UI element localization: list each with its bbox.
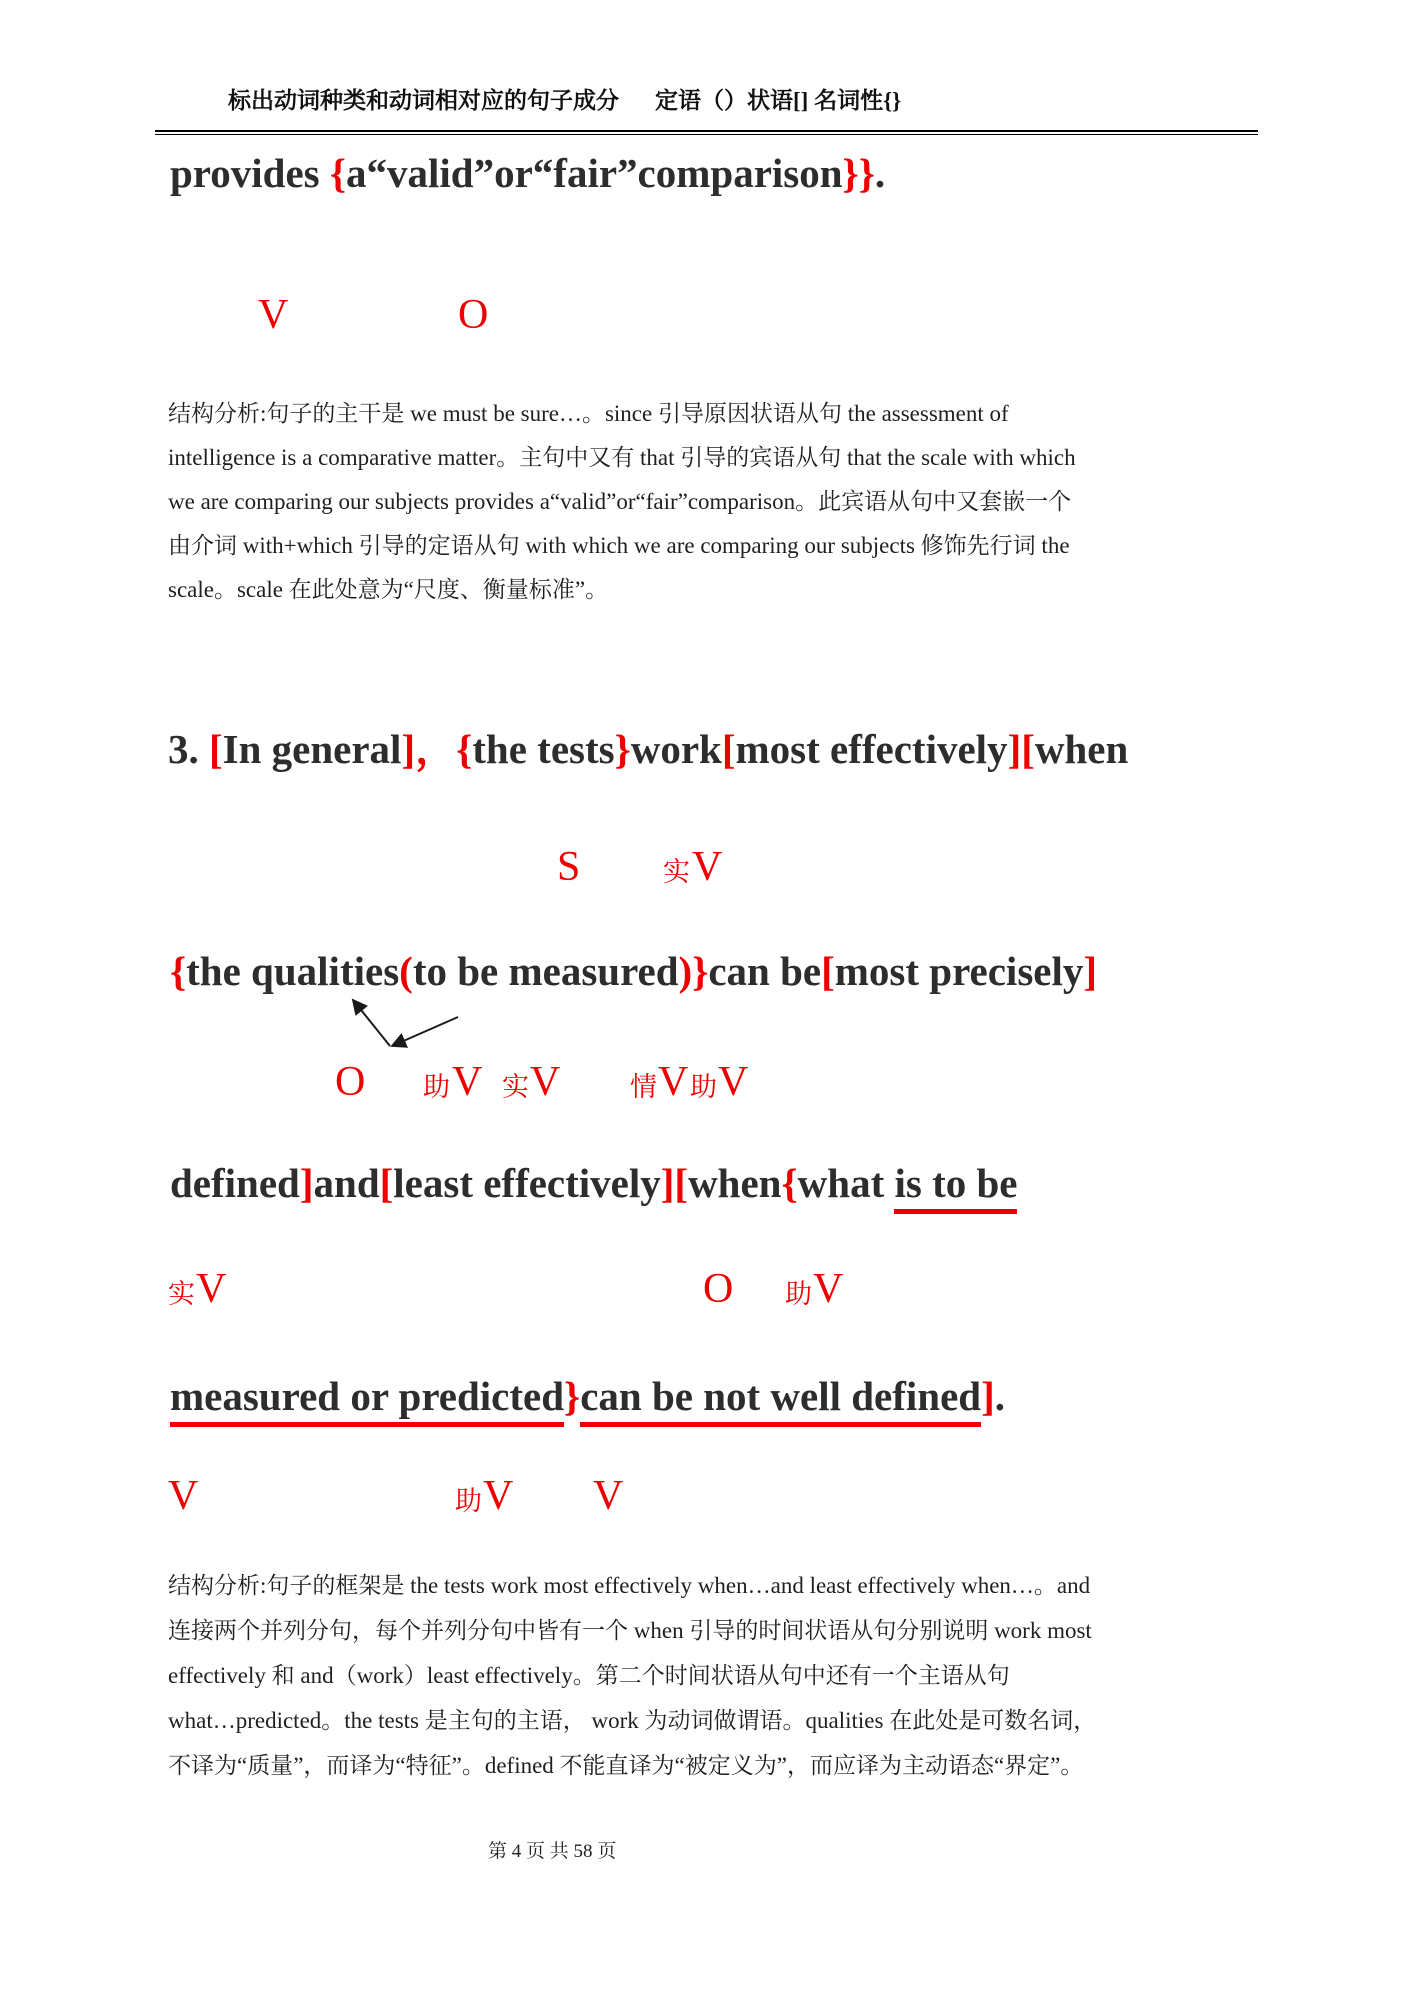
text-segment: }} [842,150,875,196]
text-segment: [ [721,726,736,772]
grammar-label-zhu: 助 [423,1072,450,1102]
text-segment-underlined: is to be [894,1160,1017,1214]
grammar-label-zhu: 助 [690,1072,717,1102]
grammar-label-v: V [452,1059,483,1105]
text-segment: most precisely [834,948,1084,994]
text-segment: { [170,948,187,994]
analysis-line: intelligence is a comparative matter。主句中又有 that 引导的宾语从句 that the scale with which [168,445,1076,470]
grammar-label-zhu: 助 [455,1486,482,1516]
sentence3-line3 [170,1158,1017,1209]
grammar-label-shi: 实 [168,1279,195,1309]
text-segment: . [874,150,886,196]
text-segment: ( [399,948,413,994]
text-segment: to be measured [412,948,679,994]
analysis-line: 结构分析:句子的主干是 we must be sure…。since 引导原因状语从句 the assessment of [168,401,1009,426]
text-segment: when [688,1160,782,1206]
sentence3-heading [168,724,1128,775]
analysis-line: 结构分析:句子的框架是 the tests work most effectively when…and least effectively when…。and [168,1573,1091,1598]
page-footer: 第 4 页 共 58 页 [488,1841,617,1862]
text-segment: . [994,1373,1005,1419]
text-segment: work [630,726,722,772]
analysis-line: 连接两个并列分句，每个并列分句中皆有一个 when 引导的时间状语从句分别说明 work most [168,1618,1092,1643]
grammar-label-qing: 情 [630,1072,657,1102]
text-segment: most effectively [735,726,1008,772]
sentence3-line2 [170,946,1097,997]
sentence3-line4 [170,1371,1005,1422]
text-segment: )} [678,948,709,994]
grammar-label-v: V [813,1266,844,1312]
grammar-label-v: V [718,1059,749,1105]
text-segment: a“valid”or“fair”comparison [346,150,843,196]
text-segment: [ [379,1160,394,1206]
grammar-label-v: V [692,844,723,890]
text-segment: ][ [660,1160,689,1206]
text-segment: [ [821,948,835,994]
text-segment: when [1034,726,1129,772]
grammar-label-shi: 实 [502,1072,529,1102]
grammar-label-o: O [703,1266,734,1312]
header-right-legend: 定语（）状语[] 名词性{} [655,88,902,113]
grammar-label-v: V [258,292,289,338]
text-segment: } [614,726,631,772]
grammar-label-v: V [593,1473,624,1519]
header-left-title: 标出动词种类和动词相对应的句子成分 [228,88,619,113]
text-segment: ][ [1007,726,1035,772]
structure-analysis-1 [168,392,1076,612]
text-segment: ] [1083,948,1098,994]
text-segment: { [781,1160,798,1206]
text-segment: defined [170,1160,300,1206]
analysis-line: 由介词 with+which 引导的定语从句 with which we are comparing our subjects 修饰先行词 the [168,533,1070,558]
text-segment: 3. [168,726,209,772]
analysis-line: we are comparing our subjects provides a“valid”or“fair”comparison。此宾语从句中又套嵌一个 [168,489,1072,514]
grammar-label-v: V [168,1473,199,1519]
text-segment: can be [708,948,822,994]
analysis-line: scale。scale 在此处意为“尺度、衡量标准”。 [168,577,609,602]
text-segment: the tests [472,726,615,772]
grammar-label-o: O [458,292,489,338]
text-segment: ] [299,1160,314,1206]
grammar-label-shi: 实 [663,857,690,887]
grammar-label-v: V [483,1473,514,1519]
text-segment-underlined: can be not well defined [580,1373,981,1427]
analysis-line: 不译为“质量”，而译为“特征”。defined 不能直译为“被定义为”，而应译为主动语态“界定”。 [168,1753,1084,1778]
analysis-line: effectively 和 and（work）least effectively。第二个时间状语从句中还有一个主语从句 [168,1663,1010,1688]
grammar-label-v: V [658,1059,689,1105]
text-segment: In general [222,726,402,772]
text-segment: [ [209,726,223,772]
grammar-label-o: O [335,1059,366,1105]
analysis-line: what…predicted。the tests 是主句的主语， work 为动词做谓语。qualities 在此处是可数名词， [168,1708,1097,1733]
text-segment: { [329,150,347,196]
text-segment: { [456,726,473,772]
header-rule [155,130,1258,135]
grammar-label-v: V [196,1266,227,1312]
grammar-label-zhu: 助 [785,1279,812,1309]
grammar-label-s: S [557,844,581,890]
sentence-continuation-line [170,148,885,199]
text-segment: ] [981,1373,995,1419]
text-segment: provides [170,150,330,196]
structure-analysis-2 [168,1563,1096,1788]
pointer-arrows [340,993,475,1058]
grammar-label-v: V [530,1059,561,1105]
text-segment: } [564,1373,581,1419]
text-segment: the qualities [186,948,400,994]
text-segment: and [313,1160,380,1206]
text-segment: ]， [401,726,457,772]
text-segment: what [797,1160,895,1206]
text-segment-underlined: measured or predicted [170,1373,564,1427]
text-segment: least effectively [393,1160,661,1206]
